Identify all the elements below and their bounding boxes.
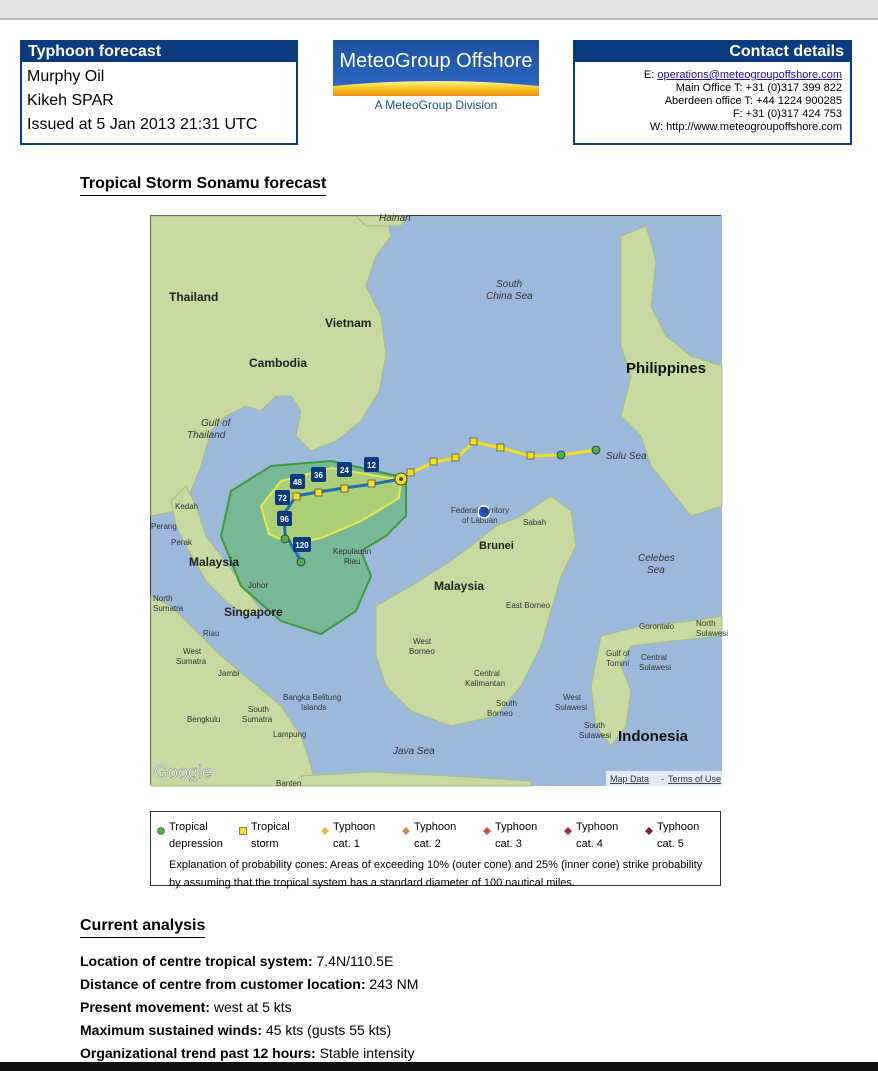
- label-kepulauan-1: Kepulauan: [333, 547, 372, 556]
- analysis-distance: Distance of centre from customer location: 243 NM: [80, 976, 419, 992]
- label-gulf-thailand-1: Gulf of: [201, 418, 231, 429]
- label-south-china-sea-2: China Sea: [486, 291, 533, 302]
- label-bangka-2: Islands: [301, 703, 327, 712]
- logo-tagline: A MeteoGroup Division: [374, 98, 498, 112]
- map-data-link[interactable]: Map Data: [610, 774, 650, 784]
- legend-typhoon-cat3: Typhoon cat. 3: [477, 819, 537, 853]
- email-link[interactable]: operations@meteogroupoffshore.com: [657, 69, 842, 81]
- legend-typhoon-cat4: Typhoon cat. 4: [558, 819, 618, 853]
- legend-tropical-storm: Tropical storm: [233, 819, 290, 853]
- label-perang: Perang: [151, 522, 177, 531]
- label-central-kalimantan-1: Central: [474, 669, 500, 678]
- svg-text:12: 12: [367, 461, 376, 470]
- analysis-title: Current analysis: [80, 917, 205, 938]
- label-west-borneo-2: Borneo: [409, 647, 435, 656]
- analysis-location: Location of centre tropical system: 7.4N/110.5E: [80, 953, 394, 969]
- label-malaysia-west: Malaysia: [189, 555, 240, 569]
- legend-typhoon-cat1: Typhoon cat. 1: [315, 819, 375, 853]
- label-north-sumatra-2: Sumatra: [153, 604, 184, 613]
- label-philippines: Philippines: [626, 360, 707, 377]
- forecast-map[interactable]: [150, 213, 729, 788]
- label-bangka-1: Bangka Belitung: [283, 693, 342, 702]
- label-johor: Johor: [248, 581, 269, 590]
- svg-text:96: 96: [280, 515, 289, 524]
- typhoon-forecast-box: [20, 40, 298, 145]
- label-kedah: Kedah: [175, 502, 199, 511]
- svg-text:48: 48: [293, 478, 302, 487]
- label-perak: Perak: [171, 538, 192, 547]
- label-central-sulawesi-1: Central: [641, 653, 667, 662]
- location-name: Kikeh SPAR: [27, 92, 114, 109]
- forecast-title: Tropical Storm Sonamu forecast: [80, 175, 326, 196]
- meteogroup-logo: [333, 40, 539, 116]
- label-vietnam: Vietnam: [325, 316, 372, 330]
- browser-bottom-bar: [0, 1062, 878, 1071]
- label-west-sumatra-1: West: [183, 647, 202, 656]
- label-kepulauan-2: Riau: [344, 557, 361, 566]
- label-sabah: Sabah: [523, 518, 547, 527]
- client-name: Murphy Oil: [27, 68, 105, 85]
- label-gorontalo: Gorontalo: [639, 622, 675, 631]
- label-north-sulawesi-1: North: [696, 619, 716, 628]
- diamond-cat1-icon: [321, 827, 329, 835]
- email-label: E:: [643, 69, 655, 81]
- map-separator: -: [661, 774, 664, 784]
- legend-typhoon-cat5: Typhoon cat. 5: [639, 819, 699, 853]
- diamond-cat4-icon: [564, 827, 572, 835]
- svg-text:72: 72: [278, 494, 287, 503]
- label-west-sulawesi-1: West: [563, 693, 582, 702]
- label-indonesia: Indonesia: [618, 728, 689, 745]
- label-lampung: Lampung: [273, 730, 307, 739]
- label-java-sea: Java Sea: [393, 746, 435, 757]
- label-west-sumatra-2: Sumatra: [176, 657, 207, 666]
- label-sulu-sea: Sulu Sea: [606, 451, 647, 462]
- label-bengkulu: Bengkulu: [187, 715, 221, 724]
- contact-details-box: [573, 40, 852, 145]
- label-south-sumatra-2: Sumatra: [242, 715, 273, 724]
- map-legend: [150, 811, 721, 889]
- green-circle-icon: [157, 827, 165, 835]
- label-jambi: Jambi: [218, 669, 240, 678]
- label-labuan-1: Federal Territory: [451, 506, 510, 515]
- diamond-cat5-icon: [645, 827, 653, 835]
- label-south-borneo-1: South: [496, 699, 517, 708]
- label-central-kalimantan-2: Kalimantan: [465, 679, 506, 688]
- analysis-winds: Maximum sustained winds: 45 kts (gusts 55 kts): [80, 1022, 392, 1038]
- label-north-sumatra-1: North: [153, 594, 173, 603]
- label-west-sulawesi-2: Sulawesi: [555, 703, 588, 712]
- label-gulf-tomini-1: Gulf of: [606, 649, 630, 658]
- label-brunei: Brunei: [479, 540, 514, 552]
- google-logo[interactable]: Google: [154, 762, 213, 782]
- legend-tropical-depression: Tropical depression: [151, 819, 223, 853]
- issued-time: Issued at 5 Jan 2013 21:31 UTC: [27, 116, 258, 133]
- aberdeen-office-phone: Aberdeen office T: +44 1224 900285: [664, 95, 842, 107]
- label-hainan: Hainan: [379, 213, 411, 224]
- terms-link[interactable]: Terms of Use: [668, 774, 722, 784]
- logo-name: MeteoGroup Offshore: [339, 50, 533, 72]
- label-cambodia: Cambodia: [249, 356, 308, 370]
- legend-typhoon-cat2: Typhoon cat. 2: [396, 819, 456, 853]
- analysis-trend: Organizational trend past 12 hours: Stable intensity: [80, 1045, 415, 1061]
- svg-text:24: 24: [340, 466, 349, 475]
- legend-explanation: Explanation of probability cones: Areas of exceeding 10% (outer cone) and 25% (inner cone) strike probability by assuming that the tropical system has a standard diameter of 100 nautical miles.: [169, 859, 703, 889]
- label-south-china-sea-1: South: [496, 279, 523, 290]
- svg-text:120: 120: [295, 541, 309, 550]
- label-north-sulawesi-2: Sulawesi: [696, 629, 729, 638]
- browser-top-bar: [0, 0, 878, 20]
- label-riau: Riau: [203, 629, 220, 638]
- label-central-sulawesi-2: Sulawesi: [639, 663, 672, 672]
- label-celebes-1: Celebes: [638, 553, 675, 564]
- fax-number: F: +31 (0)317 424 753: [732, 108, 842, 120]
- main-office-phone: Main Office T: +31 (0)317 399 822: [675, 82, 842, 94]
- contact-details-title: Contact details: [575, 42, 850, 62]
- label-south-borneo-2: Borneo: [487, 709, 513, 718]
- label-west-borneo-1: West: [413, 637, 432, 646]
- label-malaysia-east: Malaysia: [434, 579, 485, 593]
- diamond-cat3-icon: [483, 827, 491, 835]
- label-south-sulawesi-1: South: [584, 721, 605, 730]
- contact-email-row: [575, 69, 842, 82]
- label-gulf-tomini-2: Tomini: [606, 659, 630, 668]
- label-labuan-2: of Labuan: [462, 516, 498, 525]
- current-storm-symbol: [395, 473, 407, 485]
- label-south-sulawesi-2: Sulawesi: [579, 731, 612, 740]
- label-south-sumatra-1: South: [248, 705, 269, 714]
- label-celebes-2: Sea: [647, 565, 665, 576]
- analysis-movement: Present movement: west at 5 kts: [80, 999, 292, 1015]
- label-gulf-thailand-2: Thailand: [187, 430, 226, 441]
- typhoon-forecast-title: Typhoon forecast: [22, 42, 296, 62]
- diamond-cat2-icon: [402, 827, 410, 835]
- label-east-borneo: East Borneo: [506, 601, 551, 610]
- label-singapore: Singapore: [224, 605, 283, 619]
- svg-text:36: 36: [314, 471, 323, 480]
- label-thailand: Thailand: [169, 290, 219, 304]
- yellow-square-icon: [239, 827, 247, 835]
- label-banten: Banten: [276, 779, 302, 788]
- website: W: http://www.meteogroupoffshore.com: [649, 121, 842, 133]
